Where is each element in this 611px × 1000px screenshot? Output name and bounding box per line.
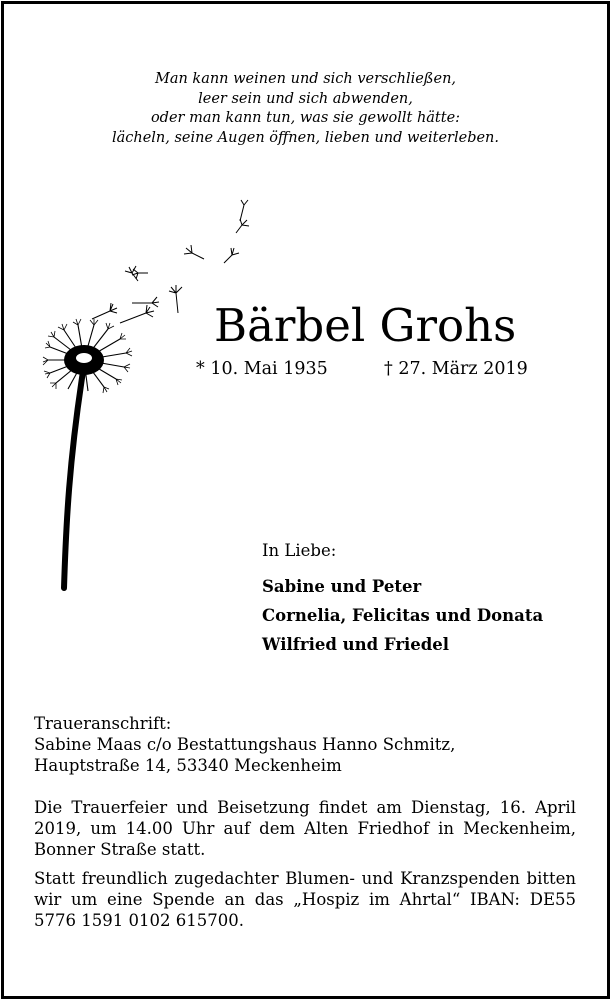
address-line: Hauptstraße 14, 53340 Meckenheim [34,756,342,775]
mourner-line: Sabine und Peter [262,577,422,596]
address-label: Traueranschrift: [34,714,172,733]
poem-line: oder man kann tun, was sie gewollt hätte: [150,110,461,126]
mourning-address [34,713,455,776]
address-line: Sabine Maas c/o Bestattungshaus Hanno Schmitz, [34,735,456,754]
ceremony-paragraph: Die Trauerfeier und Beisetzung findet am Dienstag, 16. April 2019, um 14.00 Uhr auf dem Alten Friedhof in Meckenheim, Bonner Straße statt. [34,798,576,859]
donation-paragraph: Statt freundlich zugedachter Blumen- und Kranzspenden bitten wir um eine Spende an das „Hospiz im Ahrtal“ IBAN: DE55 5776 1591 0102 615700. [34,869,576,930]
death-date: † 27. März 2019 [384,359,528,379]
poem-line: Man kann weinen und sich verschließen, [154,71,457,87]
dandelion-illustration [40,195,260,595]
poem [0,70,611,148]
deceased-name: Bärbel Grohs [214,299,517,352]
poem-line: lächeln, seine Augen öffnen, lieben und weiterleben. [111,129,500,146]
poem-line: leer sein und sich abwenden, [198,90,413,107]
mourner-line: Cornelia, Felicitas und Donata [262,606,544,625]
family-intro: In Liebe: [262,541,337,560]
mourner-line: Wilfried und Friedel [262,635,450,654]
mourners-list [262,572,543,659]
birth-date: * 10. Mai 1935 [196,359,328,379]
